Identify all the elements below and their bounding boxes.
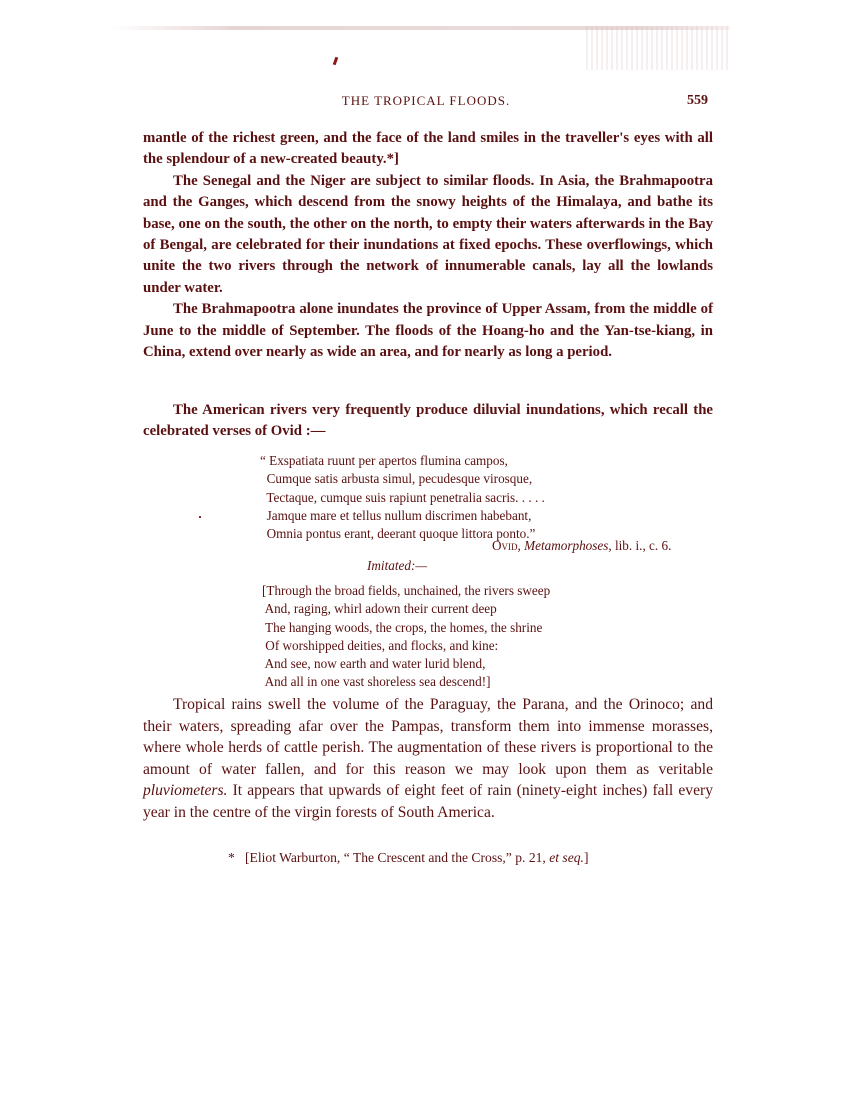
- latin-verse-line: Omnia pontus erant, deerant quoque littora ponto.”: [260, 526, 536, 542]
- latin-verse-line: Cumque satis arbusta simul, pecudesque virosque,: [260, 471, 533, 487]
- italic-word-pluviometers: pluviometers.: [143, 782, 228, 800]
- english-verse-line: And all in one vast shoreless sea descend!]: [262, 674, 491, 690]
- footnote-text-italic: et seq.: [549, 850, 584, 865]
- paragraph-continuation: mantle of the richest green, and the face of the land smiles in the traveller's eyes with all the splendour of a new-created beauty.*]: [143, 130, 713, 168]
- scan-speck: [333, 57, 339, 66]
- paragraph-brahmapootra: The Brahmapootra alone inundates the province of Upper Assam, from the middle of June to the middle of September. The floods of the Hoang-ho and the Yan-tse-kiang, in China, extend over nearly as wide an area, and for nearly as long a period.: [143, 301, 713, 361]
- imitated-label: Imitated:—: [367, 558, 428, 573]
- scan-artifact-corner: [586, 26, 728, 70]
- latin-verse-line: “ Exspatiata ruunt per apertos flumina campos,: [260, 453, 508, 468]
- footnote: [228, 850, 588, 866]
- english-verse-line: Of worshipped deities, and flocks, and kine:: [262, 637, 499, 653]
- latin-verse: [260, 452, 545, 543]
- latin-verse-line: Tectaque, cumque suis rapiunt penetralia sacris. . . . .: [260, 489, 545, 505]
- scan-dot: [199, 516, 201, 518]
- attribution-work: Metamorphoses,: [524, 538, 612, 553]
- english-verse: [262, 582, 550, 692]
- english-verse-line: [Through the broad fields, unchained, the rivers sweep: [262, 583, 551, 598]
- upper-text-block: [143, 128, 713, 363]
- english-verse-line: And, raging, whirl adown their current deep: [262, 601, 497, 617]
- english-verse-line: The hanging woods, the crops, the homes, the shrine: [262, 619, 543, 635]
- attribution-ref: lib. i., c. 6.: [614, 538, 672, 553]
- paragraph-senegal-niger: The Senegal and the Niger are subject to similar floods. In Asia, the Brahmapootra and the Ganges, which descend from the snowy heights of the Himalaya, and bathe its base, one on the south, the other on the north, to empty their waters afterwards in the Bay of Bengal, are celebrated for their inundations at fixed epochs. These overflowings, which unite the two rivers through the network of innumerable canals, lay all the lowlands under water.: [143, 172, 713, 296]
- lower-text-block: [143, 694, 713, 824]
- running-title: THE TROPICAL FLOODS.: [341, 93, 511, 108]
- running-head: [140, 93, 712, 113]
- latin-verse-line: Jamque mare et tellus nullum discrimen habebant,: [260, 507, 532, 523]
- attribution-author: Ovid,: [492, 538, 521, 553]
- verse-attribution: [492, 538, 671, 554]
- english-verse-line: And see, now earth and water lurid blend,: [262, 656, 486, 672]
- page-number: 559: [687, 93, 708, 108]
- footnote-marker: *: [228, 850, 235, 865]
- american-rivers-block: [143, 400, 713, 443]
- paragraph-american-rivers: The American rivers very frequently produce diluvial inundations, which recall the celebrated verses of Ovid :—: [143, 402, 713, 440]
- footnote-text: [Eliot Warburton, “ The Crescent and the Cross,” p. 21,: [245, 850, 550, 865]
- paragraph-tropical-rains: Tropical rains swell the volume of the Paraguay, the Parana, and the Orinoco; and their waters, spreading afar over the Pampas, transform them into immense morasses, where whole herds of cattle perish. The augmentation of these rivers is proportional to the amount of water fallen, and for this reason we may look upon them as veritable pluviometers. It appears that upwards of eight feet of rain (ninety-eight inches) fall every year in the centre of the virgin forests of South America.: [143, 696, 713, 821]
- footnote-text-end: ]: [583, 850, 589, 865]
